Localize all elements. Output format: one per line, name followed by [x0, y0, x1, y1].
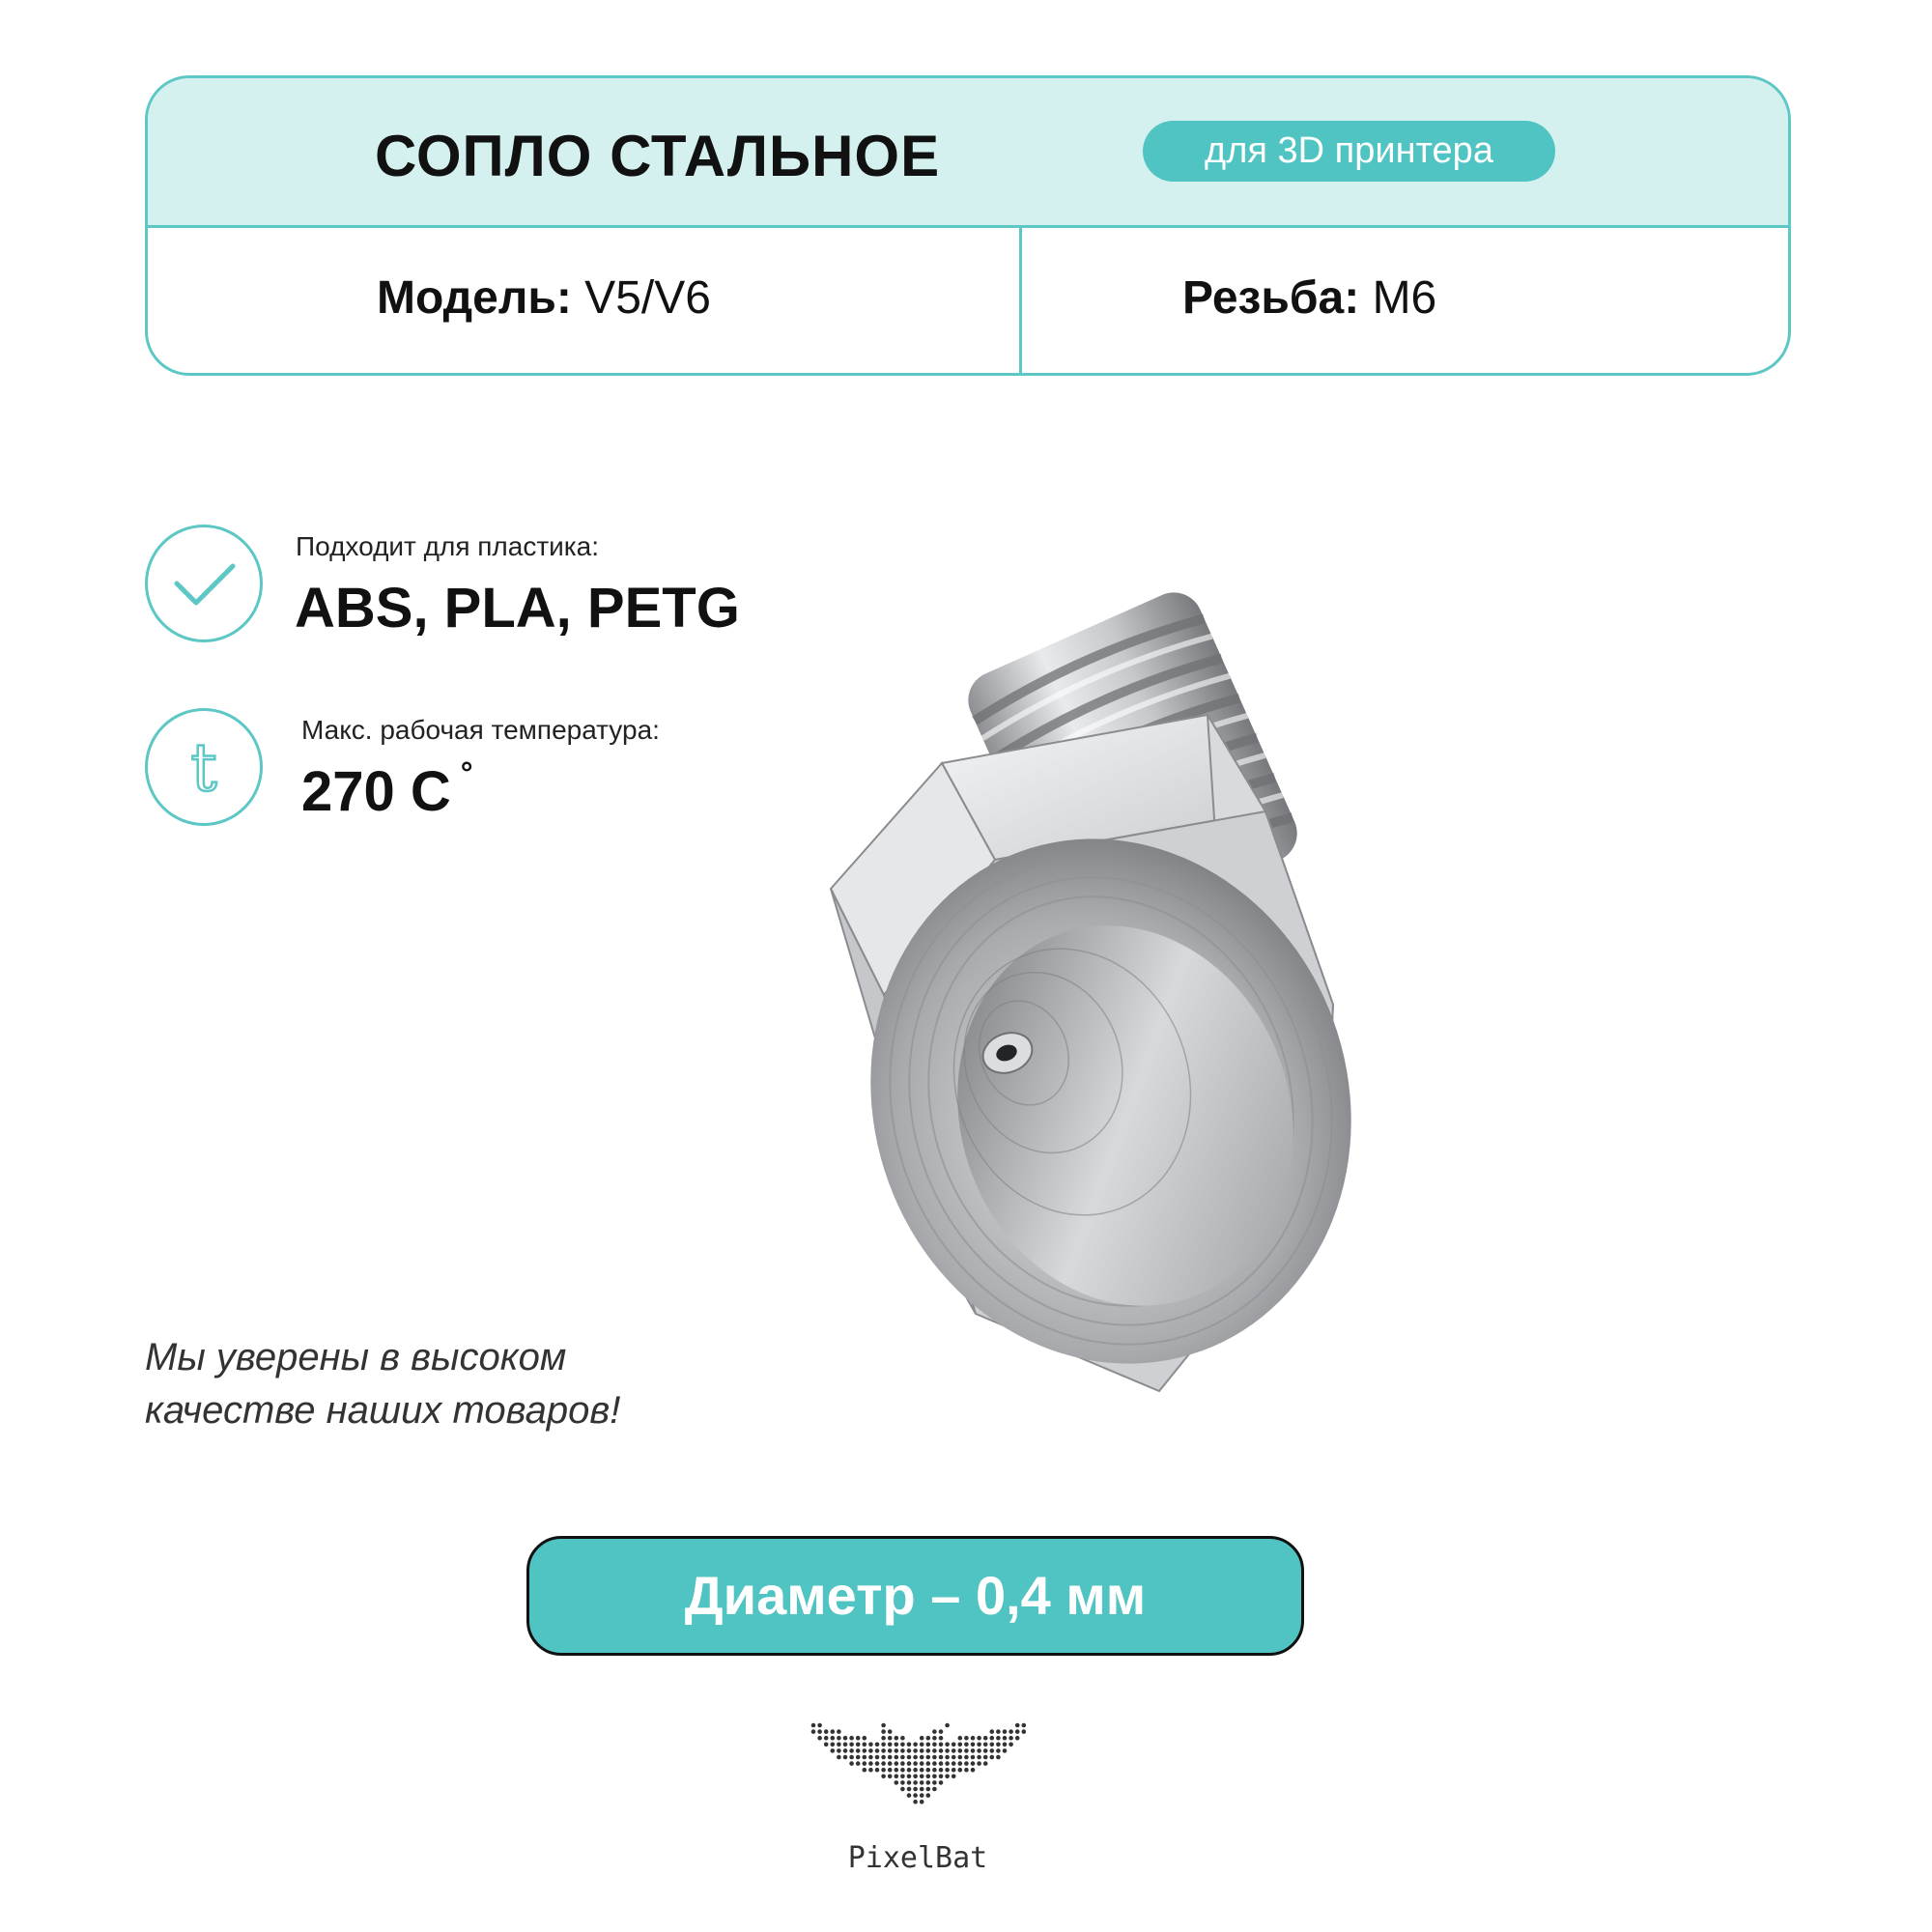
brand-name: PixelBat — [847, 1841, 988, 1875]
degree-symbol: ° — [460, 755, 473, 790]
product-title: СОПЛО СТАЛЬНОЕ — [375, 124, 941, 188]
svg-text:t: t — [190, 730, 217, 807]
temperature-value — [301, 755, 473, 824]
quote-line-1: Мы уверены в высоком — [145, 1336, 567, 1378]
spec-model — [377, 271, 711, 325]
spec-model-label: Модель: — [377, 272, 572, 324]
spec-thread — [1182, 271, 1436, 325]
diameter-badge: Диаметр – 0,4 мм — [526, 1536, 1304, 1656]
plastics-value: ABS, PLA, PETG — [295, 577, 740, 639]
header-card — [145, 75, 1791, 376]
pixel-bat-logo — [810, 1721, 1026, 1837]
temperature-t-icon — [145, 708, 263, 826]
header-title-band — [148, 78, 1788, 228]
spec-divider — [1019, 228, 1022, 376]
subtitle-badge: для 3D принтера — [1143, 121, 1555, 182]
temperature-label: Макс. рабочая температура: — [301, 715, 660, 745]
quote-line-2: качестве наших товаров! — [145, 1389, 621, 1432]
nozzle-product-image — [753, 580, 1546, 1430]
quality-quote — [145, 1331, 620, 1437]
check-icon — [145, 525, 263, 642]
spec-thread-label: Резьба: — [1182, 272, 1360, 324]
spec-model-value: V5/V6 — [584, 272, 711, 324]
temperature-number: 270 C — [301, 760, 451, 823]
spec-thread-value: M6 — [1372, 272, 1437, 324]
plastics-label: Подходит для пластика: — [296, 531, 600, 561]
